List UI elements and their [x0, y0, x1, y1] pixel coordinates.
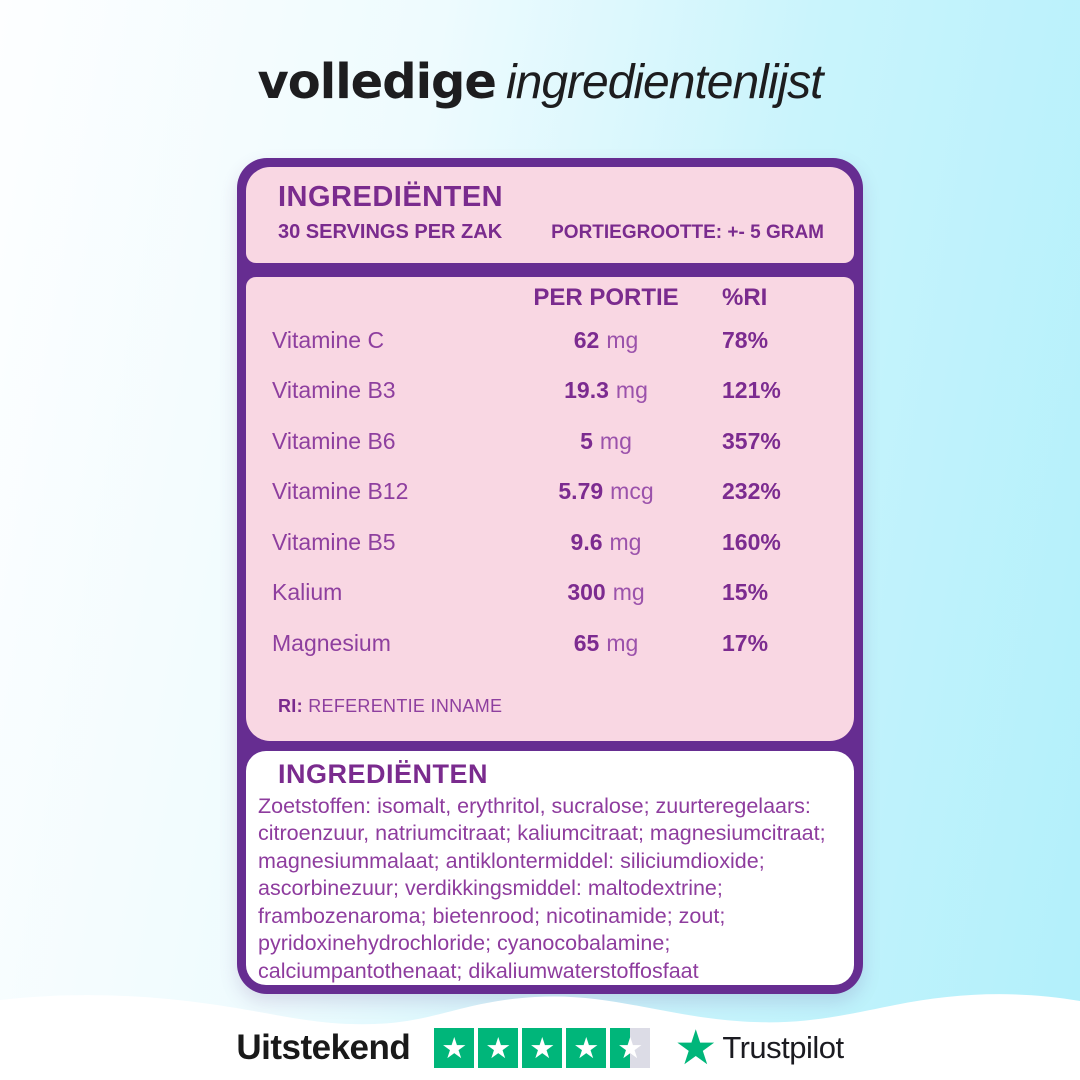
nutrient-name: Vitamine B3 — [272, 377, 396, 403]
servings-label: 30 SERVINGS PER ZAK — [278, 221, 503, 243]
nutrition-subheader — [278, 221, 824, 244]
ri-footnote-text: REFERENTIE INNAME — [308, 695, 503, 716]
nutrient-amount — [506, 428, 706, 455]
amount-unit: mg — [599, 427, 632, 454]
nutrient-name: Vitamine B6 — [272, 427, 396, 454]
nutrient-ri: 232% — [722, 478, 781, 504]
trustpilot-banner — [0, 1020, 1080, 1076]
page-title-italic: ingredientenlijst — [505, 56, 823, 109]
amount-unit: mg — [612, 579, 645, 605]
ri-footnote — [278, 696, 502, 717]
table-row — [272, 315, 854, 366]
amount-value: 5.79 — [558, 478, 604, 504]
table-row — [272, 466, 854, 517]
ingredients-title: INGREDIËNTEN — [278, 758, 489, 789]
nutrition-card — [237, 158, 863, 994]
nutrient-amount — [506, 478, 706, 505]
ingredients-panel — [246, 751, 854, 986]
trustpilot-star-icon: ★ — [674, 1020, 718, 1076]
nutrient-name: Vitamine B12 — [272, 478, 409, 504]
nutrient-amount — [506, 377, 706, 404]
amount-unit: mg — [615, 377, 648, 403]
nutrient-ri: 357% — [722, 427, 781, 454]
nutrient-amount — [506, 529, 706, 556]
nutrient-ri: 15% — [722, 579, 769, 605]
table-row — [272, 517, 854, 568]
page-title — [0, 54, 1080, 110]
amount-unit: mg — [606, 629, 639, 656]
nutrient-name: Kalium — [272, 579, 343, 605]
nutrition-title: INGREDIËNTEN — [278, 181, 504, 213]
per-portie-column-header: PER PORTIE — [533, 283, 679, 311]
ingredients-text: Zoetstoffen: isomalt, erythritol, sucralose; zuurteregelaars: citroenzuur, natriumcitraat; kaliumcitraat; magnesiumcitraat; magnesiummalaat; antiklontermiddel: siliciumdioxide; ascorbinezuur; verdikkingsmiddel: maltodextrine; frambozenaroma; bietenrood; nicotinamide; zout; pyridoxinehydrochloride; cyanocobalamine; calciumpantothenaat; dikaliumwaterstoffosfaat — [258, 793, 826, 983]
star-icon: ★ — [522, 1028, 562, 1068]
portion-size-label: PORTIEGROOTTE: +- 5 GRAM — [551, 222, 824, 243]
nutrient-ri: 160% — [722, 528, 781, 555]
table-header-row — [272, 277, 854, 315]
amount-unit: mg — [609, 528, 642, 555]
page-title-bold: volledige — [257, 54, 496, 110]
nutrient-amount — [506, 630, 706, 657]
amount-value: 65 — [573, 629, 600, 656]
table-row — [272, 365, 854, 416]
star-icon: ★ — [566, 1028, 606, 1068]
table-row — [272, 567, 854, 618]
nutrient-amount — [506, 327, 706, 354]
amount-value: 5 — [580, 427, 593, 454]
table-row — [272, 416, 854, 467]
amount-unit: mg — [606, 326, 639, 353]
amount-value: 62 — [573, 326, 600, 353]
nutrient-ri: 78% — [722, 326, 769, 353]
ri-footnote-label: RI: — [278, 695, 303, 716]
ri-column-header: %RI — [722, 283, 768, 311]
nutrient-name: Vitamine C — [272, 326, 385, 353]
half-star-icon: ★ — [610, 1028, 650, 1068]
amount-unit: mcg — [610, 478, 654, 504]
table-row — [272, 618, 854, 669]
star-icon: ★ — [478, 1028, 518, 1068]
nutrition-header-panel — [246, 167, 854, 263]
amount-value: 300 — [567, 579, 606, 605]
header-divider — [246, 263, 854, 277]
trustpilot-rating-label: Uitstekend — [236, 1028, 411, 1067]
trustpilot-logo — [674, 1020, 844, 1076]
nutrient-amount — [506, 579, 706, 606]
star-icon: ★ — [434, 1028, 474, 1068]
nutrient-ri: 17% — [722, 629, 769, 656]
nutrient-name: Magnesium — [272, 629, 391, 656]
amount-value: 9.6 — [570, 528, 603, 555]
nutrient-ri: 121% — [722, 377, 781, 403]
trustpilot-stars — [434, 1028, 650, 1068]
trustpilot-brand-name: Trustpilot — [722, 1030, 844, 1065]
nutrient-name: Vitamine B5 — [272, 528, 396, 555]
nutrition-table-panel — [246, 277, 854, 741]
amount-value: 19.3 — [564, 377, 609, 403]
